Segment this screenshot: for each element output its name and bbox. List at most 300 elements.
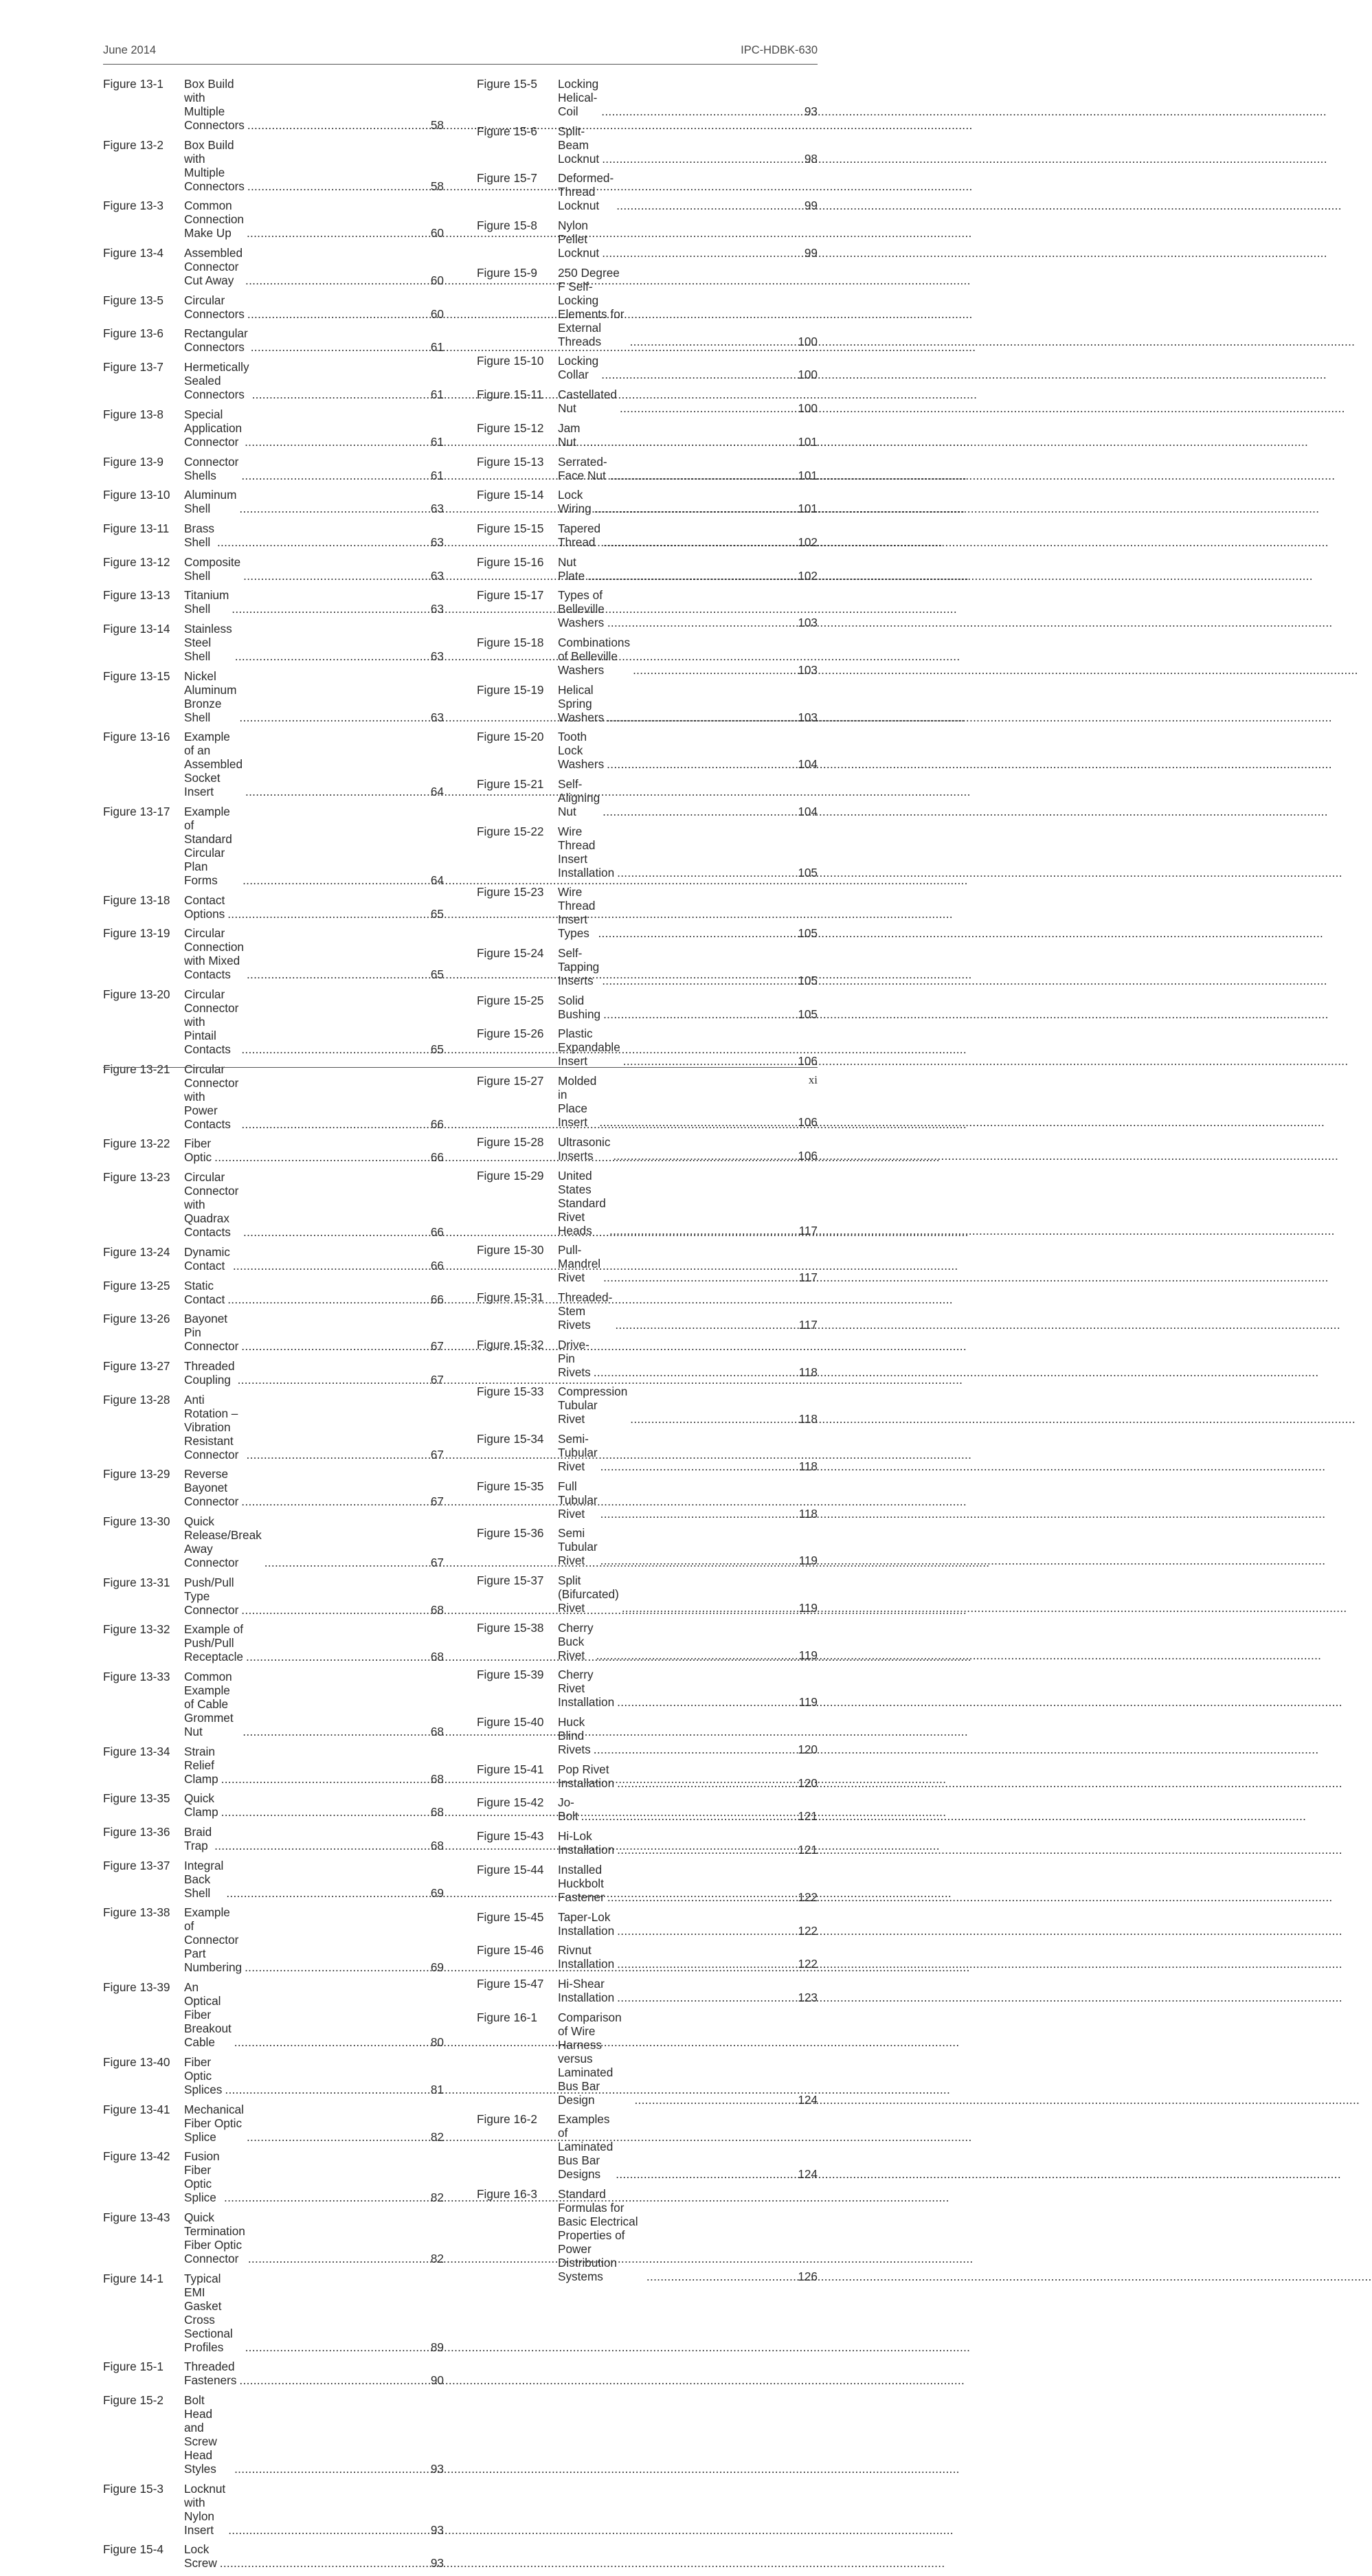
figure-title: Jam Nut bbox=[558, 421, 581, 449]
figure-page-number: 69 bbox=[430, 1885, 444, 1900]
figure-page-number: 67 bbox=[430, 1372, 444, 1387]
figure-entry bbox=[103, 1576, 444, 1617]
figure-page-number: 65 bbox=[430, 906, 444, 921]
figure-page-number: 67 bbox=[430, 1494, 444, 1509]
figure-title: Pull-Mandrel Rivet bbox=[558, 1243, 601, 1285]
figure-page-number: 105 bbox=[798, 926, 818, 941]
figure-caption bbox=[184, 407, 444, 449]
figure-caption bbox=[184, 1312, 444, 1353]
figure-entry bbox=[477, 266, 818, 348]
figure-caption bbox=[184, 1859, 444, 1900]
figure-entry bbox=[477, 455, 818, 482]
dot-leader bbox=[614, 1776, 798, 1790]
figure-page-number: 67 bbox=[430, 1555, 444, 1569]
figure-entry bbox=[477, 1795, 818, 1823]
figure-caption bbox=[184, 2393, 444, 2476]
dot-leader bbox=[218, 1772, 431, 1786]
figure-entry bbox=[477, 1863, 818, 1904]
figure-page-number: 65 bbox=[430, 967, 444, 982]
dot-leader bbox=[598, 1459, 799, 1473]
figure-title: Taper-Lok Installation bbox=[558, 1909, 615, 1938]
figure-caption bbox=[184, 2210, 444, 2265]
figure-title: Bolt Head and Screw Head Styles bbox=[184, 2393, 217, 2476]
figure-page-number: 66 bbox=[430, 1225, 444, 1240]
figure-caption bbox=[558, 1074, 818, 1129]
figure-caption bbox=[184, 246, 444, 287]
figure-page-number: 101 bbox=[798, 502, 818, 516]
dot-leader bbox=[243, 2340, 431, 2354]
figure-title: Composite Shell bbox=[184, 555, 241, 583]
figure-entry bbox=[477, 219, 818, 260]
figure-caption bbox=[184, 1576, 444, 1617]
figure-entry bbox=[477, 1338, 818, 1379]
figure-number: Figure 15-43 bbox=[477, 1829, 544, 1844]
figure-page-number: 66 bbox=[430, 1150, 444, 1165]
figure-entry bbox=[103, 1393, 444, 1461]
list-of-figures-right-column bbox=[477, 77, 818, 2289]
figure-caption bbox=[184, 2360, 444, 2387]
dot-leader bbox=[214, 535, 431, 549]
figure-caption bbox=[558, 1479, 818, 1521]
figure-title: Circular Connector with Power Contacts bbox=[184, 1062, 239, 1131]
figure-page-number: 124 bbox=[798, 2092, 818, 2107]
figure-page-number: 60 bbox=[430, 226, 444, 240]
figure-page-number: 61 bbox=[430, 434, 444, 449]
figure-page-number: 66 bbox=[430, 1258, 444, 1273]
figure-caption bbox=[184, 1245, 444, 1273]
dot-leader bbox=[614, 1695, 798, 1709]
figure-title: Bayonet Pin Connector bbox=[184, 1312, 239, 1354]
figure-title: Assembled Connector Cut Away bbox=[184, 246, 243, 288]
figure-number: Figure 15-31 bbox=[477, 1290, 544, 1304]
figure-title: Self-Tapping Inserts bbox=[558, 946, 600, 988]
figure-entry bbox=[103, 1245, 444, 1273]
figure-caption bbox=[184, 138, 444, 193]
figure-entry bbox=[103, 1670, 444, 1738]
dot-leader bbox=[217, 2556, 431, 2570]
figure-entry bbox=[103, 1170, 444, 1239]
dot-leader bbox=[245, 118, 431, 132]
figure-title: Common Example of Cable Grommet Nut bbox=[184, 1670, 234, 1738]
figure-entry bbox=[103, 1859, 444, 1900]
figure-entry bbox=[103, 926, 444, 981]
figure-entry bbox=[477, 1290, 818, 1332]
figure-entry bbox=[477, 77, 818, 118]
figure-number: Figure 15-44 bbox=[477, 1862, 544, 1877]
figure-page-number: 121 bbox=[798, 1843, 818, 1857]
figure-entry bbox=[103, 455, 444, 482]
figure-number: Figure 13-40 bbox=[103, 2054, 170, 2069]
figure-caption bbox=[558, 946, 818, 987]
figure-caption bbox=[558, 171, 818, 212]
figure-page-number: 119 bbox=[798, 1695, 818, 1710]
figure-entry bbox=[103, 77, 444, 132]
dot-leader bbox=[605, 616, 798, 629]
dot-leader bbox=[243, 785, 431, 798]
figure-number: Figure 13-37 bbox=[103, 1858, 170, 1872]
figure-title: Rectangular Connectors bbox=[184, 326, 248, 355]
dot-leader bbox=[600, 1270, 799, 1284]
figure-entry bbox=[477, 1977, 818, 2004]
figure-page-number: 90 bbox=[430, 2373, 444, 2388]
dot-leader bbox=[613, 2167, 798, 2181]
figure-caption bbox=[558, 1432, 818, 1473]
figure-caption bbox=[184, 2103, 444, 2144]
figure-caption bbox=[184, 1359, 444, 1387]
figure-page-number: 122 bbox=[798, 1890, 818, 1904]
figure-number: Figure 13-25 bbox=[103, 1278, 170, 1292]
figure-number: Figure 13-41 bbox=[103, 2102, 170, 2116]
figure-page-number: 103 bbox=[798, 710, 818, 724]
figure-title: Dynamic Contact bbox=[184, 1244, 230, 1273]
figure-number: Figure 15-37 bbox=[477, 1573, 544, 1587]
figure-caption bbox=[184, 1514, 444, 1569]
figure-caption bbox=[558, 683, 818, 724]
figure-number: Figure 13-27 bbox=[103, 1358, 170, 1373]
figure-entry bbox=[477, 588, 818, 629]
figure-caption bbox=[184, 1622, 444, 1664]
figure-title: Threaded Fasteners bbox=[184, 2360, 237, 2388]
figure-entry bbox=[103, 1745, 444, 1786]
figure-title: Serrated-Face Nut bbox=[558, 454, 607, 482]
figure-entry bbox=[103, 2393, 444, 2476]
dot-leader bbox=[591, 1743, 798, 1756]
figure-page-number: 60 bbox=[430, 273, 444, 288]
dot-leader bbox=[600, 1007, 798, 1021]
figure-entry bbox=[103, 805, 444, 887]
dot-leader bbox=[221, 2191, 431, 2204]
figure-caption bbox=[184, 1062, 444, 1131]
figure-title: Hi-Lok Installation bbox=[558, 1829, 615, 1857]
dot-leader bbox=[238, 1603, 431, 1617]
header-date: June 2014 bbox=[103, 44, 157, 56]
dot-leader bbox=[614, 199, 805, 212]
figure-title: Typical EMI Gasket Cross Sectional Profiles bbox=[184, 2271, 233, 2354]
figure-page-number: 122 bbox=[798, 1923, 818, 1938]
figure-page-number: 64 bbox=[430, 873, 444, 887]
figure-page-number: 118 bbox=[798, 1506, 818, 1521]
figure-page-number: 65 bbox=[430, 1042, 444, 1057]
figure-number: Figure 16-2 bbox=[477, 2112, 537, 2127]
figure-caption bbox=[184, 1980, 444, 2049]
figure-number: Figure 13-31 bbox=[103, 1575, 170, 1589]
figure-caption bbox=[558, 388, 818, 415]
figure-caption bbox=[558, 1526, 818, 1567]
figure-entry bbox=[477, 1762, 818, 1790]
figure-page-number: 119 bbox=[798, 1648, 818, 1662]
dot-leader bbox=[243, 1650, 431, 1664]
dot-leader bbox=[240, 873, 431, 887]
dot-leader bbox=[236, 710, 430, 724]
dot-leader bbox=[598, 368, 798, 381]
figure-page-number: 101 bbox=[798, 468, 818, 482]
dot-leader bbox=[598, 104, 805, 118]
dot-leader bbox=[244, 2130, 431, 2144]
figure-entry bbox=[103, 1514, 444, 1569]
figure-number: Figure 15-28 bbox=[477, 1134, 544, 1149]
figure-caption bbox=[558, 825, 818, 880]
figure-page-number: 118 bbox=[798, 1459, 818, 1473]
figure-caption bbox=[184, 588, 444, 616]
figure-entry bbox=[477, 994, 818, 1021]
figure-title: Wire Thread Insert Installation bbox=[558, 824, 615, 880]
dot-leader bbox=[238, 1117, 431, 1131]
dot-leader bbox=[614, 1843, 798, 1857]
figure-number: Figure 13-2 bbox=[103, 137, 164, 152]
figure-number: Figure 13-15 bbox=[103, 669, 170, 683]
figure-page-number: 93 bbox=[430, 2522, 444, 2537]
figure-page-number: 82 bbox=[430, 2191, 444, 2205]
dot-leader bbox=[262, 1556, 431, 1569]
figure-page-number: 60 bbox=[430, 306, 444, 321]
figure-page-number: 61 bbox=[430, 468, 444, 482]
dot-leader bbox=[232, 2035, 431, 2049]
figure-caption bbox=[558, 730, 818, 771]
figure-page-number: 105 bbox=[798, 974, 818, 988]
figure-number: Figure 13-33 bbox=[103, 1670, 170, 1683]
dot-leader bbox=[599, 152, 805, 166]
figure-number: Figure 13-16 bbox=[103, 730, 170, 744]
figure-entry bbox=[103, 326, 444, 354]
figure-caption bbox=[558, 455, 818, 482]
dot-leader bbox=[596, 1115, 798, 1129]
figure-entry bbox=[477, 946, 818, 987]
figure-title: Semi Tubular Rivet bbox=[558, 1526, 598, 1568]
figure-number: Figure 13-42 bbox=[103, 2149, 170, 2164]
figure-entry bbox=[103, 1980, 444, 2049]
figure-page-number: 68 bbox=[430, 1839, 444, 1853]
figure-caption bbox=[184, 1905, 444, 1974]
figure-title: Tooth Lock Washers bbox=[558, 730, 605, 772]
figure-entry bbox=[103, 522, 444, 549]
figure-title: Mechanical Fiber Optic Splice bbox=[184, 2102, 244, 2144]
figure-title: Anti Rotation – Vibration Resistant Connector bbox=[184, 1392, 239, 1461]
figure-title: Molded in Place Insert bbox=[558, 1074, 597, 1130]
figure-title: Braid Trap bbox=[184, 1825, 212, 1853]
dot-leader bbox=[627, 1412, 798, 1426]
dot-leader bbox=[598, 1507, 799, 1521]
figure-entry bbox=[477, 1910, 818, 1938]
figure-title: Plastic Expandable Insert bbox=[558, 1027, 620, 1068]
figure-number: Figure 13-6 bbox=[103, 326, 164, 341]
figure-number: Figure 15-40 bbox=[477, 1715, 544, 1729]
figure-caption bbox=[184, 622, 444, 663]
figure-entry bbox=[477, 636, 818, 677]
figure-page-number: 100 bbox=[798, 368, 818, 382]
figure-entry bbox=[477, 1135, 818, 1163]
figure-number: Figure 13-32 bbox=[103, 1622, 170, 1637]
figure-title: Example of Connector Part Numbering bbox=[184, 1905, 243, 1975]
figure-caption bbox=[558, 421, 818, 449]
figure-entry bbox=[477, 825, 818, 880]
figure-title: Split-Beam Locknut bbox=[558, 124, 600, 166]
figure-title: Static Contact bbox=[184, 1278, 225, 1306]
figure-page-number: 100 bbox=[798, 334, 818, 348]
figure-caption bbox=[184, 293, 444, 321]
figure-number: Figure 13-43 bbox=[103, 2210, 170, 2224]
figure-entry bbox=[103, 2360, 444, 2387]
figure-number: Figure 13-24 bbox=[103, 1244, 170, 1259]
dot-leader bbox=[594, 1648, 799, 1662]
figure-title: Examples of Laminated Bus Bar Designs bbox=[558, 2112, 614, 2182]
list-of-figures-left-column bbox=[103, 77, 444, 2576]
figure-caption bbox=[184, 893, 444, 921]
dot-leader bbox=[244, 226, 431, 240]
figure-number: Figure 15-11 bbox=[477, 388, 543, 402]
dot-leader bbox=[607, 1224, 799, 1237]
figure-entry bbox=[103, 622, 444, 663]
figure-number: Figure 15-35 bbox=[477, 1479, 544, 1493]
figure-caption bbox=[184, 326, 444, 354]
figure-number: Figure 15-30 bbox=[477, 1243, 544, 1257]
figure-title: Special Application Connector bbox=[184, 407, 243, 449]
figure-entry bbox=[103, 1791, 444, 1819]
figure-caption bbox=[184, 455, 444, 482]
figure-number: Figure 15-38 bbox=[477, 1620, 544, 1635]
figure-entry bbox=[477, 1621, 818, 1662]
figure-caption bbox=[184, 2272, 444, 2354]
figure-caption bbox=[558, 1863, 818, 1904]
figure-number: Figure 13-18 bbox=[103, 893, 170, 907]
figure-title: Locking Collar bbox=[558, 354, 599, 382]
figure-page-number: 103 bbox=[798, 616, 818, 630]
figure-number: Figure 13-26 bbox=[103, 1312, 170, 1326]
figure-title: Strain Relief Clamp bbox=[184, 1744, 218, 1786]
figure-number: Figure 15-17 bbox=[477, 588, 544, 603]
figure-title: Wire Thread Insert Types bbox=[558, 885, 596, 941]
dot-leader bbox=[604, 757, 798, 771]
figure-page-number: 121 bbox=[798, 1809, 818, 1824]
figure-number: Figure 15-23 bbox=[477, 885, 544, 899]
figure-caption bbox=[558, 555, 818, 583]
figure-page-number: 63 bbox=[430, 568, 444, 583]
figure-page-number: 93 bbox=[430, 2461, 444, 2476]
figure-page-number: 105 bbox=[798, 865, 818, 880]
figure-page-number: 68 bbox=[430, 1771, 444, 1786]
figure-number: Figure 13-39 bbox=[103, 1980, 170, 1995]
dot-leader bbox=[578, 1809, 798, 1823]
dot-leader bbox=[605, 1890, 798, 1904]
figure-caption bbox=[558, 588, 818, 629]
dot-leader bbox=[249, 388, 431, 401]
figure-number: Figure 13-34 bbox=[103, 1744, 170, 1758]
figure-caption bbox=[184, 926, 444, 981]
figure-number: Figure 15-2 bbox=[103, 2393, 164, 2407]
document-page bbox=[103, 0, 818, 2571]
figure-title: Titanium Shell bbox=[184, 588, 229, 616]
figure-caption bbox=[184, 2055, 444, 2096]
figure-entry bbox=[477, 388, 818, 415]
figure-page-number: 93 bbox=[804, 104, 818, 118]
figure-entry bbox=[103, 987, 444, 1056]
dot-leader bbox=[212, 1839, 431, 1852]
figure-entry bbox=[103, 199, 444, 240]
figure-entry bbox=[477, 1943, 818, 1971]
dot-leader bbox=[244, 1448, 431, 1461]
dot-leader bbox=[235, 1373, 431, 1387]
figure-page-number: 68 bbox=[430, 1725, 444, 1738]
figure-entry bbox=[477, 1668, 818, 1709]
dot-leader bbox=[222, 2083, 430, 2096]
dot-leader bbox=[242, 1960, 431, 1974]
figure-entry bbox=[477, 683, 818, 724]
dot-leader bbox=[240, 569, 431, 583]
figure-entry bbox=[103, 407, 444, 449]
figure-page-number: 58 bbox=[430, 118, 444, 132]
figure-caption bbox=[558, 124, 818, 166]
figure-caption bbox=[558, 2112, 818, 2181]
figure-title: Compression Tubular Rivet bbox=[558, 1385, 628, 1426]
header-rule bbox=[103, 64, 818, 65]
figure-page-number: 120 bbox=[798, 1776, 818, 1790]
figure-page-number: 63 bbox=[430, 535, 444, 549]
dot-leader bbox=[592, 502, 798, 515]
figure-title: Pop Rivet Installation bbox=[558, 1762, 615, 1790]
figure-caption bbox=[184, 1467, 444, 1508]
figure-number: Figure 15-8 bbox=[477, 219, 537, 233]
figure-number: Figure 15-5 bbox=[477, 77, 537, 91]
dot-leader bbox=[600, 535, 798, 549]
figure-number: Figure 13-36 bbox=[103, 1825, 170, 1839]
figure-number: Figure 13-38 bbox=[103, 1905, 170, 1920]
figure-page-number: 119 bbox=[798, 1601, 818, 1615]
figure-number: Figure 13-14 bbox=[103, 621, 170, 636]
figure-page-number: 68 bbox=[430, 1602, 444, 1617]
dot-leader bbox=[599, 974, 798, 987]
dot-leader bbox=[238, 1339, 431, 1353]
figure-title: Circular Connectors bbox=[184, 293, 245, 321]
figure-caption bbox=[558, 1290, 818, 1332]
figure-page-number: 104 bbox=[798, 805, 818, 818]
figure-number: Figure 15-20 bbox=[477, 730, 544, 744]
dot-leader bbox=[619, 1601, 799, 1615]
figure-caption bbox=[184, 2482, 444, 2537]
dot-leader bbox=[245, 179, 431, 193]
figure-entry bbox=[103, 893, 444, 921]
figure-page-number: 117 bbox=[798, 1270, 818, 1285]
figure-entry bbox=[477, 1243, 818, 1284]
figure-number: Figure 13-30 bbox=[103, 1514, 170, 1528]
dot-leader bbox=[612, 1318, 798, 1332]
figure-number: Figure 15-16 bbox=[477, 555, 544, 569]
figure-entry bbox=[477, 354, 818, 381]
figure-entry bbox=[103, 360, 444, 401]
figure-title: Split (Bifurcated) Rivet bbox=[558, 1573, 619, 1615]
dot-leader bbox=[248, 340, 431, 354]
figure-title: Stainless Steel Shell bbox=[184, 621, 232, 663]
figure-title: Helical Spring Washers bbox=[558, 682, 605, 724]
figure-entry bbox=[103, 293, 444, 321]
figure-page-number: 119 bbox=[798, 1554, 818, 1568]
figure-title: Quick Clamp bbox=[184, 1791, 218, 1819]
figure-entry bbox=[477, 1074, 818, 1129]
figure-title: Contact Options bbox=[184, 893, 225, 921]
dot-leader bbox=[240, 1225, 431, 1239]
figure-page-number: 66 bbox=[430, 1292, 444, 1306]
figure-entry bbox=[103, 1312, 444, 1353]
figure-caption bbox=[184, 1279, 444, 1306]
figure-title: Nylon Pellet Locknut bbox=[558, 219, 600, 260]
figure-caption bbox=[184, 1791, 444, 1819]
figure-caption bbox=[558, 77, 818, 118]
figure-title: Common Connection Make Up bbox=[184, 199, 244, 240]
figure-title: 250 Degree F Self-Locking Elements for External Threads bbox=[558, 265, 625, 348]
dot-leader bbox=[604, 710, 798, 724]
figure-number: Figure 13-7 bbox=[103, 360, 164, 374]
figure-title: Full Tubular Rivet bbox=[558, 1479, 598, 1521]
figure-number: Figure 15-15 bbox=[477, 521, 544, 535]
figure-number: Figure 13-20 bbox=[103, 987, 170, 1002]
